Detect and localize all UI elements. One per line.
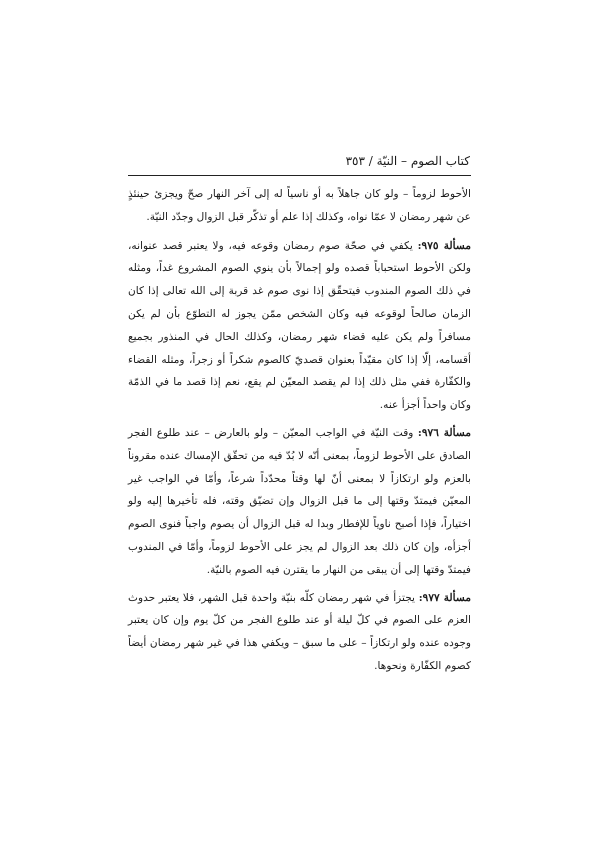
issue-976-text: وقت النيّة في الواجب المعيّن – ولو بالعارض – عند طلوع الفجر الصادق على الأحوط لزوماً، بمعنى أنّه لا بُدّ فيه من تحقّق الإمساك عنده مقروناً بالعزم ولو ارتكازاً لا بمعنى أنّ لها وقتاً محدّداً شرعاً، وأمّا في الواجب غير المعيّن فيمتدّ وقتها إلى ما قبل الزوال وإن تضيّق وقته، فله تأخيرها إليه ولو اختياراً، فإذا أصبح ناوياً للإفطار وبدا له قبل الزوال أن يصوم واجباً فنوى الصوم أجزأه، وإن كان ذلك بعد الزوال لم يجز على الأحوط لزوماً، وأمّا في المندوب فيمتدّ وقتها إلى أن يبقى من النهار ما يقترن فيه الصوم بالنيّة. <box>128 426 471 576</box>
issue-975-text: يكفي في صحّة صوم رمضان وقوعه فيه، ولا يعتبر قصد عنوانه، ولكن الأحوط استحباباً قصده ولو إجمالاً بأن ينوي الصوم المشروع غداً، ومثله في ذلك الصوم المندوب فيتحقّق إذا نوى صوم غد قربة إلى الله تعالى إذا كان الزمان صالحاً لوقوعه فيه وكان الشخص ممّن يجوز له التطوّع بأن لم يكن مسافراً ولم يكن عليه قضاء شهر رمضان، وكذلك الحال في المنذور بجميع أقسامه، إلّا إذا كان مقيّداً بعنوان قصديّ كالصوم شكراً أو زجراً، ومثله القضاء والكفّارة ففي مثل ذلك إذا لم يقصد المعيّن لم يقع، نعم إذا قصد ما في الذمّة وكان واحداً أجزأ عنه. <box>128 239 471 412</box>
running-header: كتاب الصوم – النيّة / ٣٥٣ <box>345 154 470 168</box>
issue-977-label: مسألة ٩٧٧: <box>418 591 471 604</box>
issue-977-paragraph <box>128 587 471 678</box>
continuation-paragraph: الأحوط لزوماً – ولو كان جاهلاً به أو ناسياً له إلى آخر النهار صحّ ويجزئ حينئذٍ عن شهر رمضان لا عمّا نواه، وكذلك إذا علم أو تذكّر قبل الزوال وجدّد النيّة. <box>128 188 471 223</box>
issue-975-paragraph <box>128 235 471 417</box>
issue-977-text: يجتزأ في شهر رمضان كلّه بنيّة واحدة قبل الشهر، فلا يعتبر حدوث العزم على الصوم في كلّ ليلة أو عند طلوع الفجر من كلّ يوم وإن كان يعتبر وجوده عنده ولو ارتكازاً – على ما سبق – ويكفي هذا في غير شهر رمضان أيضاً كصوم الكفّارة ونحوها. <box>128 591 471 672</box>
issue-976-paragraph <box>128 422 471 582</box>
header-rule <box>128 175 471 176</box>
issue-975-label: مسألة ٩٧٥: <box>417 239 472 252</box>
body-text <box>128 183 471 683</box>
issue-976-label: مسألة ٩٧٦: <box>417 426 471 439</box>
